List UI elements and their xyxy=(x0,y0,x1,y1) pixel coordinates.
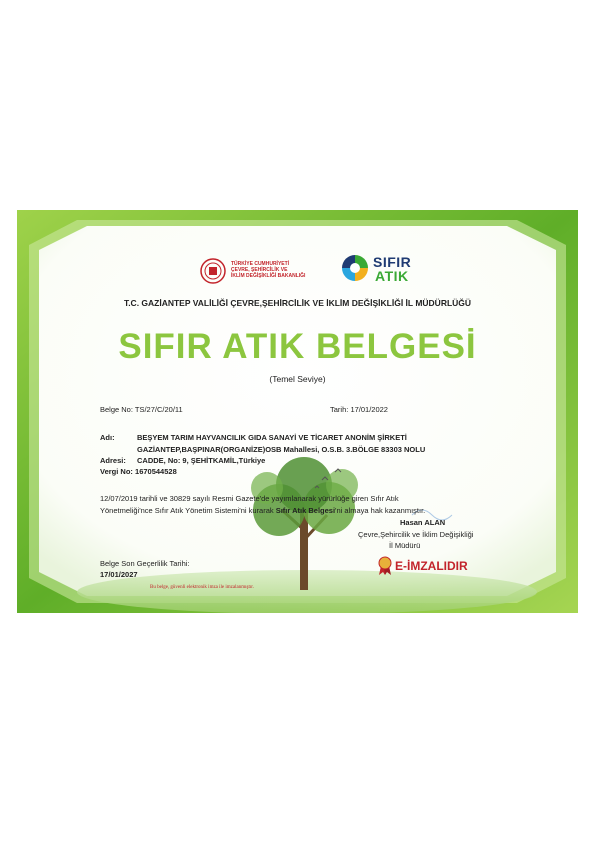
address-value: CADDE, No: 9, ŞEHİTKAMİL,Türkiye xyxy=(137,456,266,465)
body-line-2-bold: Sıfır Atık Belgesi xyxy=(275,506,336,515)
name-line-1: BEŞYEM TARIM HAYVANCILIK GIDA SANAYİ VE TİCARET ANONİM ŞİRKETİ xyxy=(137,433,407,442)
body-line-2-post: 'ni almaya hak kazanmıştır. xyxy=(335,506,426,515)
ministry-emblem-icon xyxy=(200,256,226,286)
doc-no-label: Belge No: xyxy=(100,405,133,414)
zero-waste-logo xyxy=(340,250,420,288)
zero-waste-logo-line-1: SIFIR xyxy=(373,254,412,270)
date-row xyxy=(330,405,388,414)
signer-name: Hasan ALAN xyxy=(400,518,446,527)
tax-row xyxy=(100,467,177,476)
signer-title-2: İl Müdürü xyxy=(389,541,421,550)
certificate-level: (Temel Seviye) xyxy=(269,374,326,384)
certificate-title: SIFIR ATIK BELGESİ xyxy=(118,327,477,366)
body-line-2-pre: Yönetmeliği'nce Sıfır Atık Yönetim Sistemi'ni kurarak xyxy=(100,506,276,515)
date-value: 17/01/2022 xyxy=(350,405,388,414)
body-line-2 xyxy=(100,506,425,515)
tax-value: 1670544528 xyxy=(135,467,177,476)
doc-no-row xyxy=(100,405,183,414)
ministry-logo-line-1: TÜRKİYE CUMHURİYETİ xyxy=(231,261,290,267)
name-line-2: GAZİANTEP,BAŞPINAR(ORGANİZE)OSB Mahallesi, O.S.B. 3.BÖLGE 83303 NOLU xyxy=(137,445,426,454)
zero-waste-leaf-icon xyxy=(340,253,370,283)
ministry-logo-line-2: ÇEVRE, ŞEHİRCİLİK VE xyxy=(231,267,288,273)
validity-label: Belge Son Geçerlilik Tarihi: xyxy=(100,559,190,568)
validity-date: 17/01/2027 xyxy=(100,570,138,579)
date-label: Tarih: xyxy=(330,405,349,414)
ministry-header: T.C. GAZİANTEP VALİLİĞİ ÇEVRE,ŞEHİRCİLİK VE İKLİM DEĞİŞİKLİĞİ İL MÜDÜRLÜĞÜ xyxy=(123,298,472,308)
ministry-logo-line-3: İKLİM DEĞİŞİKLİĞİ BAKANLIĞI xyxy=(231,273,306,279)
address-label: Adresi: xyxy=(100,456,126,465)
e-signature-label: E-İMZALIDIR xyxy=(395,559,468,573)
zero-waste-logo-line-2: ATIK xyxy=(375,268,409,284)
tax-label: Vergi No: xyxy=(100,467,133,476)
seal-ribbon-icon xyxy=(377,556,393,576)
name-label: Adı: xyxy=(100,433,115,442)
certificate xyxy=(17,210,578,613)
e-signature-stamp xyxy=(377,556,487,576)
signer-title-1: Çevre,Şehircilik ve İklim Değişikliği xyxy=(358,530,474,539)
body-line-1: 12/07/2019 tarihli ve 30829 sayılı Resmi Gazete'de yayımlanarak yürürlüğe giren Sıfır Atık xyxy=(100,494,399,503)
footer-note: Bu belge, güvenli elektronik imza ile imzalanmıştır. xyxy=(150,585,254,590)
ministry-logo xyxy=(200,256,340,286)
doc-no-value: TS/27/C/20/11 xyxy=(134,405,183,414)
